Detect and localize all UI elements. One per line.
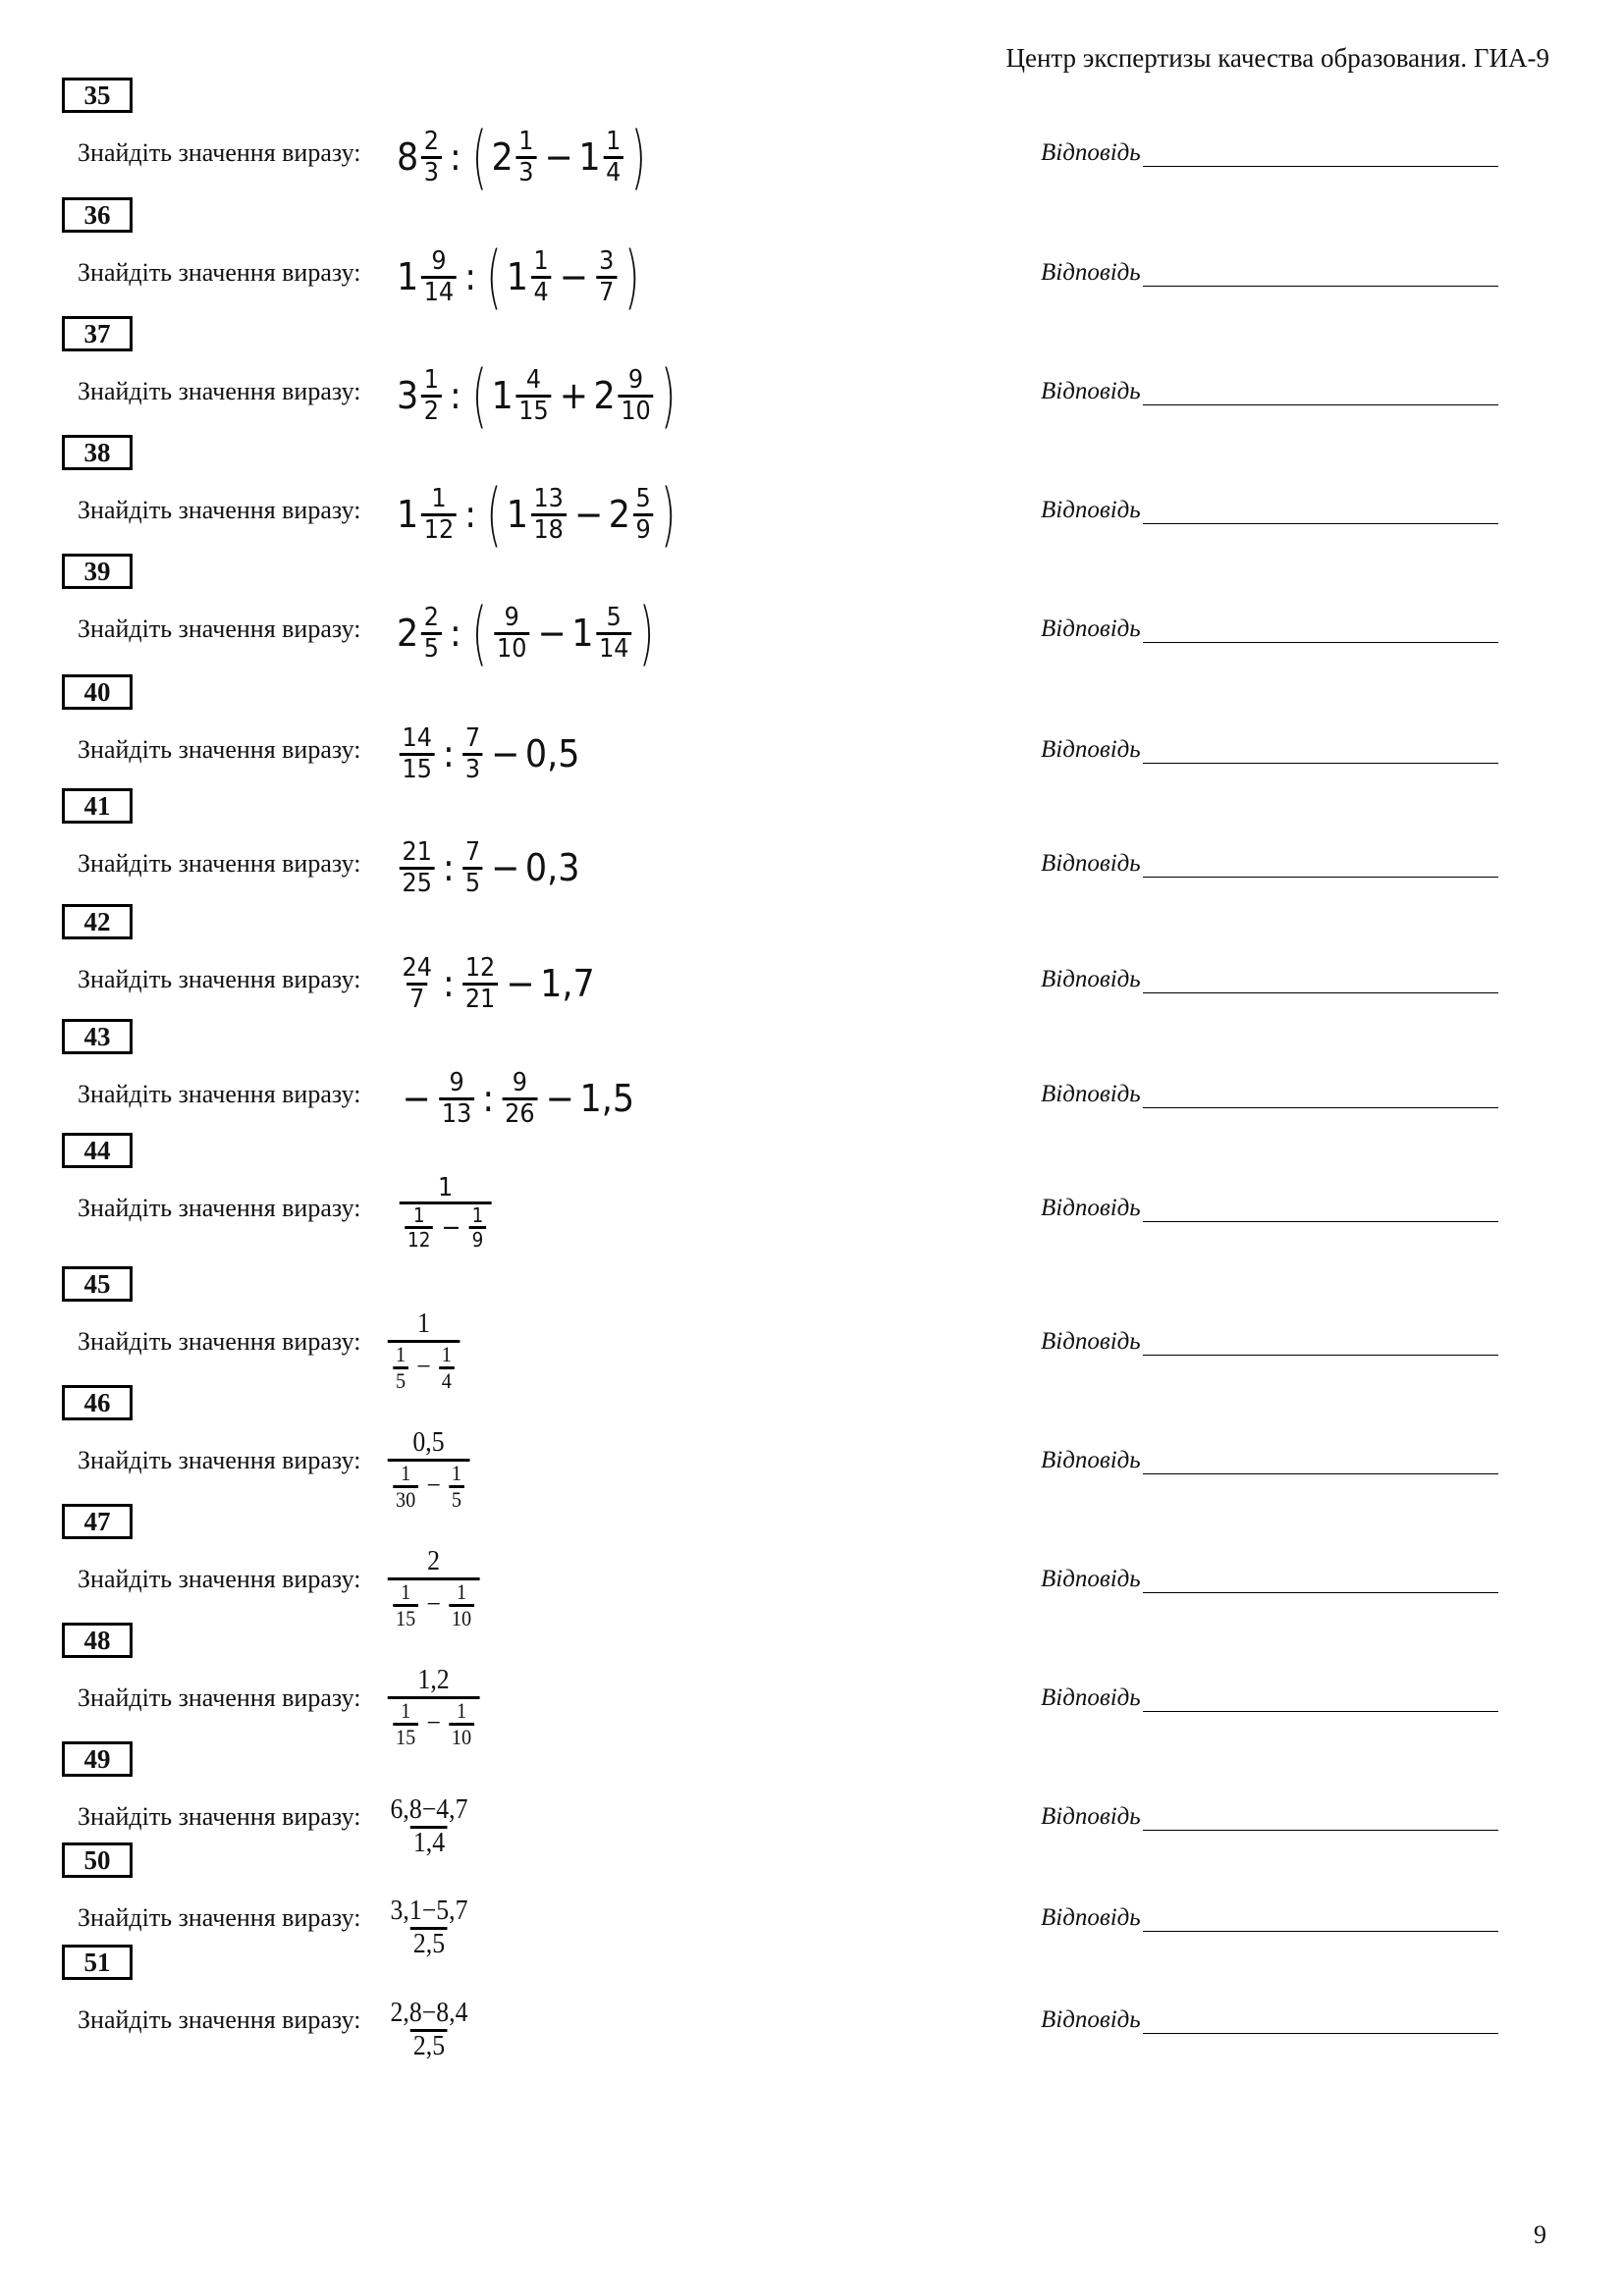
fraction bbox=[439, 1069, 474, 1128]
answer-input-line[interactable] bbox=[1143, 1802, 1498, 1831]
answer-field bbox=[1041, 138, 1498, 167]
problem-number: 35 bbox=[62, 78, 133, 113]
answer-label: Відповідь bbox=[1041, 1195, 1141, 1221]
answer-field bbox=[1041, 1194, 1498, 1222]
fraction bbox=[421, 128, 442, 187]
denominator: 10 bbox=[619, 395, 654, 426]
answer-field bbox=[1041, 2005, 1498, 2034]
answer-field bbox=[1041, 1080, 1498, 1108]
denominator: 7 bbox=[406, 983, 427, 1014]
denominator: 15 bbox=[400, 753, 435, 784]
problem-row bbox=[0, 788, 1624, 896]
numerator: 1 bbox=[438, 1172, 454, 1202]
number: 2 bbox=[397, 612, 419, 655]
number: 1,5 bbox=[579, 1077, 635, 1120]
problem-label: Знайдіть значення виразу: bbox=[78, 1903, 361, 1932]
problem-label: Знайдіть значення виразу: bbox=[78, 614, 361, 643]
operator: − bbox=[402, 1077, 431, 1120]
number: 1 bbox=[506, 493, 528, 536]
fraction bbox=[421, 247, 457, 306]
answer-label: Відповідь bbox=[1041, 497, 1141, 523]
answer-label: Відповідь bbox=[1041, 259, 1141, 286]
denominator: 25 bbox=[400, 867, 435, 898]
math-expression bbox=[397, 1054, 634, 1143]
answer-input-line[interactable] bbox=[1143, 1446, 1498, 1474]
problem-label: Знайдіть значення виразу: bbox=[78, 258, 361, 287]
fraction bbox=[603, 128, 623, 187]
denominator: 3 bbox=[421, 156, 442, 187]
denominator: 9 bbox=[469, 1226, 486, 1251]
number: 8 bbox=[397, 135, 419, 179]
fraction bbox=[462, 954, 498, 1013]
operator: − bbox=[416, 1352, 431, 1383]
problem-number: 38 bbox=[62, 435, 133, 470]
answer-field bbox=[1041, 377, 1498, 405]
problem-label: Знайдіть значення виразу: bbox=[78, 965, 361, 993]
math-expression bbox=[397, 233, 644, 321]
parenthesis: ) bbox=[661, 355, 677, 436]
math-expression bbox=[397, 351, 680, 440]
answer-label: Відповідь bbox=[1041, 1904, 1141, 1931]
denominator: 4 bbox=[603, 156, 623, 187]
answer-label: Відповідь bbox=[1041, 1328, 1141, 1355]
numerator: 1 bbox=[471, 1203, 484, 1228]
answer-field bbox=[1041, 1903, 1498, 1932]
numerator: 1 bbox=[401, 1579, 411, 1605]
answer-field bbox=[1041, 258, 1498, 287]
problem-number: 43 bbox=[62, 1019, 133, 1054]
problem-row bbox=[0, 435, 1624, 555]
parenthesis: ) bbox=[639, 593, 655, 673]
problem-number: 47 bbox=[62, 1504, 133, 1539]
operator: : bbox=[443, 962, 455, 1005]
fraction bbox=[388, 1666, 480, 1749]
problem-row bbox=[0, 1842, 1624, 1959]
fraction bbox=[400, 724, 435, 783]
fraction bbox=[515, 128, 536, 187]
denominator: 10 bbox=[449, 1723, 474, 1749]
answer-input-line[interactable] bbox=[1143, 1683, 1498, 1712]
number: 1 bbox=[491, 374, 514, 417]
problem-label: Знайдіть значення виразу: bbox=[78, 1194, 361, 1222]
operator: : bbox=[464, 255, 477, 298]
answer-input-line[interactable] bbox=[1143, 496, 1498, 524]
numerator: 12 bbox=[464, 952, 496, 983]
operator: : bbox=[464, 493, 477, 536]
problem-number: 45 bbox=[62, 1266, 133, 1302]
math-expression bbox=[397, 113, 651, 201]
denominator: 7 bbox=[596, 276, 617, 307]
parenthesis: ) bbox=[623, 237, 639, 317]
numerator: 1 bbox=[441, 1342, 452, 1367]
problem-number: 36 bbox=[62, 197, 133, 233]
problem-number: 48 bbox=[62, 1623, 133, 1658]
denominator: 21 bbox=[462, 983, 498, 1014]
denominator: 4 bbox=[439, 1366, 455, 1393]
operator: − bbox=[544, 135, 573, 179]
denominator: 1,4 bbox=[410, 1826, 448, 1859]
math-expression bbox=[385, 1308, 462, 1396]
number: 1 bbox=[397, 493, 419, 536]
math-expression bbox=[385, 1426, 472, 1515]
parenthesis: ) bbox=[661, 474, 677, 555]
problem-label: Знайдіть значення виразу: bbox=[78, 2005, 361, 2034]
answer-input-line[interactable] bbox=[1143, 1565, 1498, 1593]
answer-input-line[interactable] bbox=[1143, 1903, 1498, 1932]
problem-row bbox=[0, 1133, 1624, 1253]
numerator: 9 bbox=[504, 602, 519, 632]
numerator: 9 bbox=[512, 1067, 527, 1097]
answer-label: Відповідь bbox=[1041, 615, 1141, 642]
answer-input-line[interactable] bbox=[1143, 1080, 1498, 1108]
numerator: 4 bbox=[525, 364, 542, 395]
fraction bbox=[619, 366, 654, 425]
answer-field bbox=[1041, 1802, 1498, 1831]
problem-row bbox=[0, 1504, 1624, 1631]
denominator: 2,5 bbox=[410, 2029, 448, 2062]
denominator: 3 bbox=[462, 753, 483, 784]
problem-row bbox=[0, 554, 1624, 673]
math-expression bbox=[385, 1664, 482, 1752]
numerator: 2,8−8,4 bbox=[390, 1997, 468, 2028]
number: 1 bbox=[578, 135, 601, 179]
number: 1 bbox=[397, 255, 419, 298]
numerator: 9 bbox=[627, 364, 644, 395]
problem-label: Знайдіть значення виразу: bbox=[78, 1080, 361, 1108]
number: 0,5 bbox=[524, 732, 580, 775]
number: 2 bbox=[491, 135, 514, 179]
fraction bbox=[421, 366, 442, 425]
problem-row bbox=[0, 1623, 1624, 1750]
math-expression bbox=[385, 1986, 473, 2074]
fraction bbox=[400, 954, 435, 1013]
denominator: 30 bbox=[393, 1485, 418, 1512]
problem-label: Знайдіть значення виразу: bbox=[78, 1802, 361, 1831]
operator: − bbox=[537, 612, 567, 655]
denominator: 9 bbox=[633, 513, 654, 545]
numerator: 1 bbox=[451, 1461, 462, 1486]
problem-row bbox=[0, 1741, 1624, 1858]
denominator: 5 bbox=[462, 867, 483, 898]
math-expression bbox=[397, 710, 580, 798]
number: 1,7 bbox=[540, 962, 595, 1005]
problem-row bbox=[0, 1945, 1624, 2061]
numerator: 1 bbox=[456, 1698, 467, 1724]
problem-number: 37 bbox=[62, 316, 133, 351]
problem-row bbox=[0, 1019, 1624, 1127]
denominator: 10 bbox=[449, 1604, 474, 1630]
answer-label: Відповідь bbox=[1041, 378, 1141, 404]
answer-label: Відповідь bbox=[1041, 1803, 1141, 1830]
fraction bbox=[633, 485, 654, 544]
math-expression bbox=[397, 939, 595, 1028]
fraction bbox=[515, 366, 551, 425]
answer-input-line[interactable] bbox=[1143, 377, 1498, 405]
fraction bbox=[502, 1069, 537, 1128]
answer-field bbox=[1041, 614, 1498, 643]
operator: − bbox=[559, 255, 589, 298]
numerator: 6,8−4,7 bbox=[390, 1793, 468, 1825]
numerator: 5 bbox=[606, 602, 622, 632]
operator: − bbox=[491, 732, 520, 775]
problem-label: Знайдіть значення виразу: bbox=[78, 138, 361, 167]
fraction bbox=[469, 1204, 486, 1251]
problem-label: Знайдіть значення виразу: bbox=[78, 1327, 361, 1356]
fraction bbox=[462, 724, 483, 783]
operator: + bbox=[559, 374, 589, 417]
fraction bbox=[421, 604, 442, 663]
problem-row bbox=[0, 78, 1624, 197]
denominator: 5 bbox=[393, 1366, 408, 1393]
fraction bbox=[494, 604, 529, 663]
answer-field bbox=[1041, 849, 1498, 878]
number: 1 bbox=[571, 612, 594, 655]
fraction bbox=[596, 247, 617, 306]
answer-input-line[interactable] bbox=[1143, 849, 1498, 878]
answer-label: Відповідь bbox=[1041, 736, 1141, 763]
numerator: 3,1−5,7 bbox=[390, 1895, 468, 1926]
problem-label: Знайдіть значення виразу: bbox=[78, 1446, 361, 1474]
answer-label: Відповідь bbox=[1041, 1566, 1141, 1592]
operator: − bbox=[426, 1708, 441, 1739]
fraction bbox=[400, 838, 435, 897]
numerator: 1 bbox=[417, 1308, 430, 1340]
problem-label: Знайдіть значення виразу: bbox=[78, 377, 361, 405]
problem-number: 40 bbox=[62, 674, 133, 710]
answer-input-line[interactable] bbox=[1143, 965, 1498, 993]
answer-input-line[interactable] bbox=[1143, 138, 1498, 167]
operator: − bbox=[441, 1212, 461, 1243]
denominator: 13 bbox=[439, 1097, 474, 1129]
denominator: 10 bbox=[494, 632, 529, 664]
numerator: 1 bbox=[533, 245, 549, 276]
page-header: Центр экспертизы качества образования. ГИА-9 bbox=[1005, 43, 1549, 73]
denominator: 5 bbox=[449, 1485, 464, 1512]
answer-label: Відповідь bbox=[1041, 2006, 1141, 2033]
answer-field bbox=[1041, 1683, 1498, 1712]
answer-field bbox=[1041, 1565, 1498, 1593]
answer-input-line[interactable] bbox=[1143, 2005, 1498, 2034]
denominator: 2,5 bbox=[410, 1927, 448, 1960]
numerator: 2 bbox=[427, 1546, 441, 1577]
number: 0,3 bbox=[524, 846, 580, 889]
problem-row bbox=[0, 1266, 1624, 1394]
problem-number: 49 bbox=[62, 1741, 133, 1777]
numerator: 24 bbox=[402, 952, 432, 983]
parenthesis: ( bbox=[486, 237, 502, 317]
fraction bbox=[388, 1999, 470, 2062]
math-expression bbox=[385, 1545, 482, 1633]
problem-number: 39 bbox=[62, 554, 133, 589]
answer-input-line[interactable] bbox=[1143, 1327, 1498, 1356]
operator: : bbox=[450, 135, 461, 179]
fraction bbox=[388, 1309, 460, 1393]
denominator: 2 bbox=[421, 395, 442, 426]
numerator: 2 bbox=[423, 126, 439, 156]
operator: : bbox=[482, 1077, 495, 1120]
operator: : bbox=[450, 374, 461, 417]
number: 2 bbox=[593, 374, 616, 417]
fraction bbox=[421, 485, 457, 544]
numerator: 0,5 bbox=[412, 1427, 445, 1459]
denominator bbox=[400, 1201, 492, 1251]
problem-label: Знайдіть значення виразу: bbox=[78, 735, 361, 764]
answer-input-line[interactable] bbox=[1143, 1194, 1498, 1222]
fraction bbox=[531, 485, 567, 544]
problem-row bbox=[0, 197, 1624, 317]
answer-field bbox=[1041, 496, 1498, 524]
denominator: 5 bbox=[421, 632, 442, 664]
numerator: 1 bbox=[518, 126, 534, 156]
operator: − bbox=[506, 962, 535, 1005]
numerator: 1 bbox=[396, 1342, 406, 1367]
answer-field bbox=[1041, 1446, 1498, 1474]
answer-label: Відповідь bbox=[1041, 1447, 1141, 1473]
problem-number: 44 bbox=[62, 1133, 133, 1168]
answer-label: Відповідь bbox=[1041, 139, 1141, 166]
parenthesis: ( bbox=[471, 593, 487, 673]
answer-input-line[interactable] bbox=[1143, 614, 1498, 643]
problem-row bbox=[0, 316, 1624, 436]
number: 3 bbox=[397, 374, 419, 417]
problem-number: 46 bbox=[62, 1385, 133, 1420]
fraction bbox=[531, 247, 552, 306]
fraction bbox=[462, 838, 483, 897]
page-number: 9 bbox=[1534, 2220, 1546, 2249]
parenthesis: ) bbox=[630, 117, 646, 197]
operator: − bbox=[426, 1589, 441, 1621]
denominator: 3 bbox=[515, 156, 536, 187]
answer-label: Відповідь bbox=[1041, 850, 1141, 877]
problem-label: Знайдіть значення виразу: bbox=[78, 849, 361, 878]
problem-row bbox=[0, 674, 1624, 782]
denominator: 15 bbox=[393, 1723, 418, 1749]
answer-field bbox=[1041, 1327, 1498, 1356]
problem-label: Знайдіть значення виразу: bbox=[78, 1565, 361, 1593]
numerator: 1 bbox=[401, 1461, 411, 1486]
operator: − bbox=[426, 1470, 441, 1502]
problem-row bbox=[0, 1385, 1624, 1513]
numerator: 9 bbox=[431, 245, 447, 276]
denominator: 15 bbox=[515, 395, 551, 426]
answer-field bbox=[1041, 735, 1498, 764]
answer-label: Відповідь bbox=[1041, 1684, 1141, 1711]
answer-label: Відповідь bbox=[1041, 1081, 1141, 1107]
numerator: 14 bbox=[402, 722, 432, 753]
fraction bbox=[388, 1428, 470, 1512]
answer-input-line[interactable] bbox=[1143, 735, 1498, 764]
denominator: 12 bbox=[421, 513, 457, 545]
denominator: 12 bbox=[405, 1226, 433, 1251]
operator: : bbox=[450, 612, 461, 655]
math-expression bbox=[397, 589, 659, 677]
denominator: 18 bbox=[531, 513, 567, 545]
numerator: 13 bbox=[533, 483, 564, 513]
operator: − bbox=[491, 846, 520, 889]
numerator: 21 bbox=[402, 836, 432, 867]
math-expression bbox=[397, 470, 680, 559]
operator: : bbox=[443, 732, 455, 775]
fraction bbox=[596, 604, 631, 663]
numerator: 9 bbox=[449, 1067, 464, 1097]
problem-number: 50 bbox=[62, 1842, 133, 1878]
math-expression bbox=[397, 824, 580, 912]
number: 1 bbox=[506, 255, 528, 298]
number: 2 bbox=[608, 493, 631, 536]
problem-label: Знайдіть значення виразу: bbox=[78, 1683, 361, 1712]
denominator: 26 bbox=[502, 1097, 537, 1129]
numerator: 1 bbox=[606, 126, 622, 156]
problem-row bbox=[0, 904, 1624, 1012]
parenthesis: ( bbox=[471, 117, 487, 197]
denominator: 15 bbox=[393, 1604, 418, 1630]
operator: − bbox=[545, 1077, 574, 1120]
numerator: 1 bbox=[423, 364, 439, 395]
numerator: 1 bbox=[431, 483, 447, 513]
numerator: 1 bbox=[456, 1579, 467, 1605]
denominator: 14 bbox=[596, 632, 631, 664]
problem-label: Знайдіть значення виразу: bbox=[78, 496, 361, 524]
numerator: 2 bbox=[423, 602, 439, 632]
fraction bbox=[400, 1174, 492, 1252]
denominator: 4 bbox=[531, 276, 552, 307]
parenthesis: ( bbox=[471, 355, 487, 436]
problem-number: 42 bbox=[62, 904, 133, 939]
numerator: 7 bbox=[464, 836, 481, 867]
numerator: 5 bbox=[635, 483, 651, 513]
operator: : bbox=[443, 846, 455, 889]
answer-label: Відповідь bbox=[1041, 966, 1141, 992]
fraction bbox=[405, 1204, 433, 1251]
numerator: 3 bbox=[599, 245, 615, 276]
problem-number: 41 bbox=[62, 788, 133, 824]
parenthesis: ( bbox=[486, 474, 502, 555]
answer-field bbox=[1041, 965, 1498, 993]
numerator: 1 bbox=[412, 1203, 425, 1228]
numerator: 1 bbox=[401, 1698, 411, 1724]
numerator: 1,2 bbox=[417, 1665, 450, 1696]
math-expression bbox=[397, 1168, 494, 1256]
fraction bbox=[388, 1547, 480, 1630]
numerator: 7 bbox=[464, 722, 481, 753]
denominator: 14 bbox=[421, 276, 457, 307]
problem-number: 51 bbox=[62, 1945, 133, 1980]
operator: − bbox=[573, 493, 604, 536]
answer-input-line[interactable] bbox=[1143, 258, 1498, 287]
